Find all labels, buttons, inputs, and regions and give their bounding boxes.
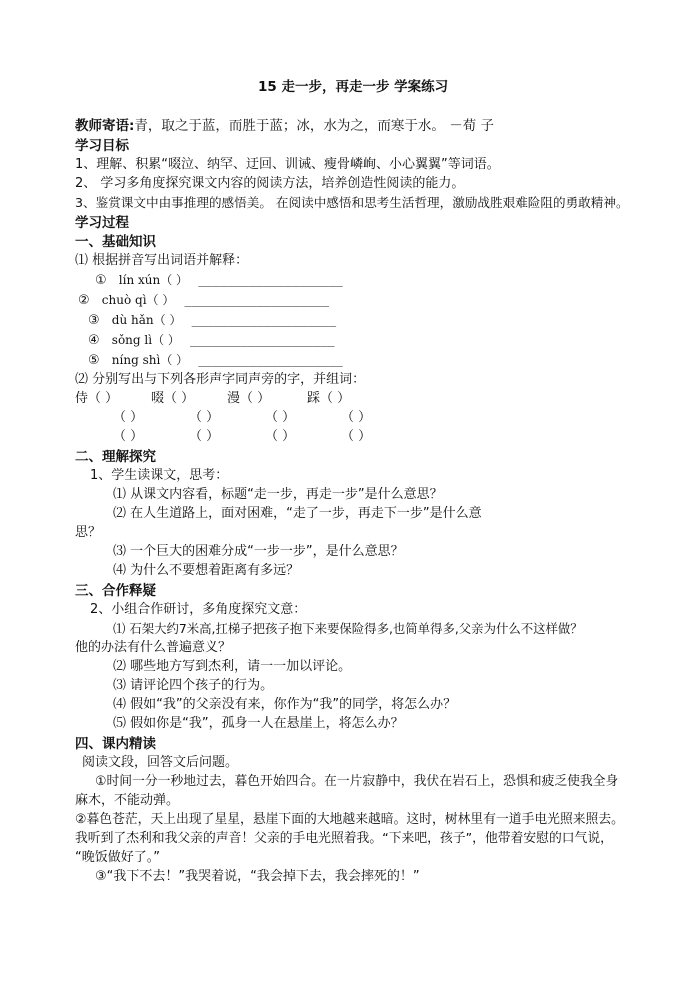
- char-item-chuo[interactable]: 啜（ ）: [151, 391, 195, 406]
- section1-heading: 一、基础知识: [75, 234, 156, 250]
- char-item-cai[interactable]: 踩（ ）: [307, 391, 351, 406]
- answer-line[interactable]: ____________________: [184, 293, 329, 307]
- section2-intro: 1、学生读课文，思考：: [90, 468, 229, 483]
- pinyin-text: sǒng lì（ ）: [111, 333, 180, 347]
- process-heading: 学习过程: [75, 215, 129, 231]
- passage-para-3: ③“我下不去！”我哭着说，“我会掉下去，我会摔死的！”: [95, 869, 420, 884]
- pinyin-num: ①: [95, 273, 107, 288]
- paren-blank[interactable]: （ ）: [113, 429, 144, 444]
- paren-blank[interactable]: （ ）: [341, 410, 372, 425]
- paren-blank[interactable]: （ ）: [341, 429, 372, 444]
- paren-blank[interactable]: （ ）: [113, 410, 144, 425]
- pinyin-num: ②: [78, 293, 90, 308]
- section4-intro: 阅读文段，回答文后问题。: [82, 755, 239, 770]
- section1-q2: ⑵ 分别写出与下列各形声字同声旁的字，并组词：: [75, 372, 366, 387]
- answer-line[interactable]: ____________________: [190, 333, 335, 347]
- char-item-man[interactable]: 漫（ ）: [227, 391, 271, 406]
- answer-line[interactable]: ____________________: [198, 353, 343, 367]
- paren-blank[interactable]: （ ）: [265, 429, 296, 444]
- passage-para-2-cont: 我听到了杰利和我父亲的声音！父亲的手电光照着我。“下来吧，孩子”，他带着安慰的口气说，: [75, 831, 613, 846]
- epigraph-text: 青，取之于蓝，而胜于蓝；冰，水为之，而寒于水。 －荀 子: [134, 118, 494, 134]
- paren-blank[interactable]: （ ）: [189, 410, 220, 425]
- goals-heading: 学习目标: [75, 138, 129, 154]
- section3-heading: 三、合作释疑: [75, 583, 156, 599]
- section4-heading: 四、课内精读: [75, 736, 156, 752]
- section3-q1: ⑴ 石架大约7米高,扛梯子把孩子抱下来要保险得多,也简单得多,父亲为什么不这样做？: [113, 621, 583, 636]
- answer-line[interactable]: ____________________: [198, 273, 343, 287]
- pinyin-num: ③: [88, 313, 100, 328]
- section2-q3: ⑶ 一个巨大的困难分成“一步一步”，是什么意思？: [113, 544, 404, 559]
- passage-para-2-end: “晚饭做好了。”: [75, 850, 160, 865]
- paren-blank[interactable]: （ ）: [189, 429, 220, 444]
- passage-para-1: ①时间一分一秒地过去，暮色开始四合。在一片寂静中，我伏在岩石上，恐惧和疲乏使我全身: [95, 774, 619, 789]
- section2-heading: 二、理解探究: [75, 449, 156, 465]
- goal-item-2: 2、 学习多角度探究课文内容的阅读方法，培养创造性阅读的能力。: [75, 176, 465, 191]
- char-item-shi[interactable]: 侍（ ）: [75, 391, 119, 406]
- section3-q2: ⑵ 哪些地方写到杰利，请一一加以评论。: [113, 659, 352, 674]
- paren-blank[interactable]: （ ）: [265, 410, 296, 425]
- epigraph: [75, 117, 494, 135]
- epigraph-label: 教师寄语:: [75, 118, 135, 134]
- section3-intro: 2、小组合作研讨，多角度探究文意：: [90, 602, 307, 617]
- answer-line[interactable]: ____________________: [191, 313, 337, 327]
- pinyin-text: níng shì（ ）: [111, 353, 189, 367]
- pinyin-text: chuò qì（ ）: [101, 293, 175, 307]
- section2-q1: ⑴ 从课文内容看，标题“走一步，再走一步”是什么意思？: [113, 487, 443, 502]
- section3-q5: ⑸ 假如你是“我”，孤身一人在悬崖上，将怎么办？: [113, 716, 404, 731]
- passage-para-1-cont: 麻木，不能动弹。: [75, 793, 180, 808]
- pinyin-row-2: [78, 291, 329, 310]
- pinyin-row-5: [88, 351, 343, 370]
- pinyin-text: lín xún（ ）: [118, 273, 189, 287]
- pinyin-row-3: [88, 311, 336, 330]
- pinyin-text: dù hǎn（ ）: [111, 313, 182, 327]
- goal-item-3: 3、鉴赏课文中由事推理的感悟美。 在阅读中感悟和思考生活哲理，激励战胜艰难险阻的勇敢精神。: [75, 195, 629, 210]
- section1-q1: ⑴ 根据拼音写出词语并解释：: [75, 253, 249, 268]
- section2-q4: ⑷ 为什么不要想着距离有多远？: [113, 563, 300, 578]
- pinyin-num: ④: [88, 333, 100, 348]
- goal-item-1: 1、理解、积累“啜泣、纳罕、迂回、训诫、瘦骨嶙峋、小心翼翼”等词语。: [75, 157, 500, 172]
- pinyin-num: ⑤: [88, 353, 100, 368]
- section2-q2-cont: 思？: [75, 525, 102, 540]
- page-title: 15 走一步，再走一步 学案练习: [258, 79, 449, 95]
- section3-q4: ⑷ 假如“我”的父亲没有来，你作为“我”的同学，将怎么办？: [113, 697, 457, 712]
- pinyin-row-4: [88, 331, 335, 350]
- section2-q2: ⑵ 在人生道路上，面对困难，“走了一步，再走下一步”是什么意: [113, 506, 482, 521]
- passage-para-2: ②暮色苍茫，天上出现了星星，悬崖下面的大地越来越暗。这时，树林里有一道手电光照来照去。: [75, 812, 624, 827]
- pinyin-row-1: [95, 271, 343, 290]
- section3-q1-cont: 他的办法有什么普遍意义？: [75, 640, 232, 655]
- section3-q3: ⑶ 请评论四个孩子的行为。: [113, 678, 274, 693]
